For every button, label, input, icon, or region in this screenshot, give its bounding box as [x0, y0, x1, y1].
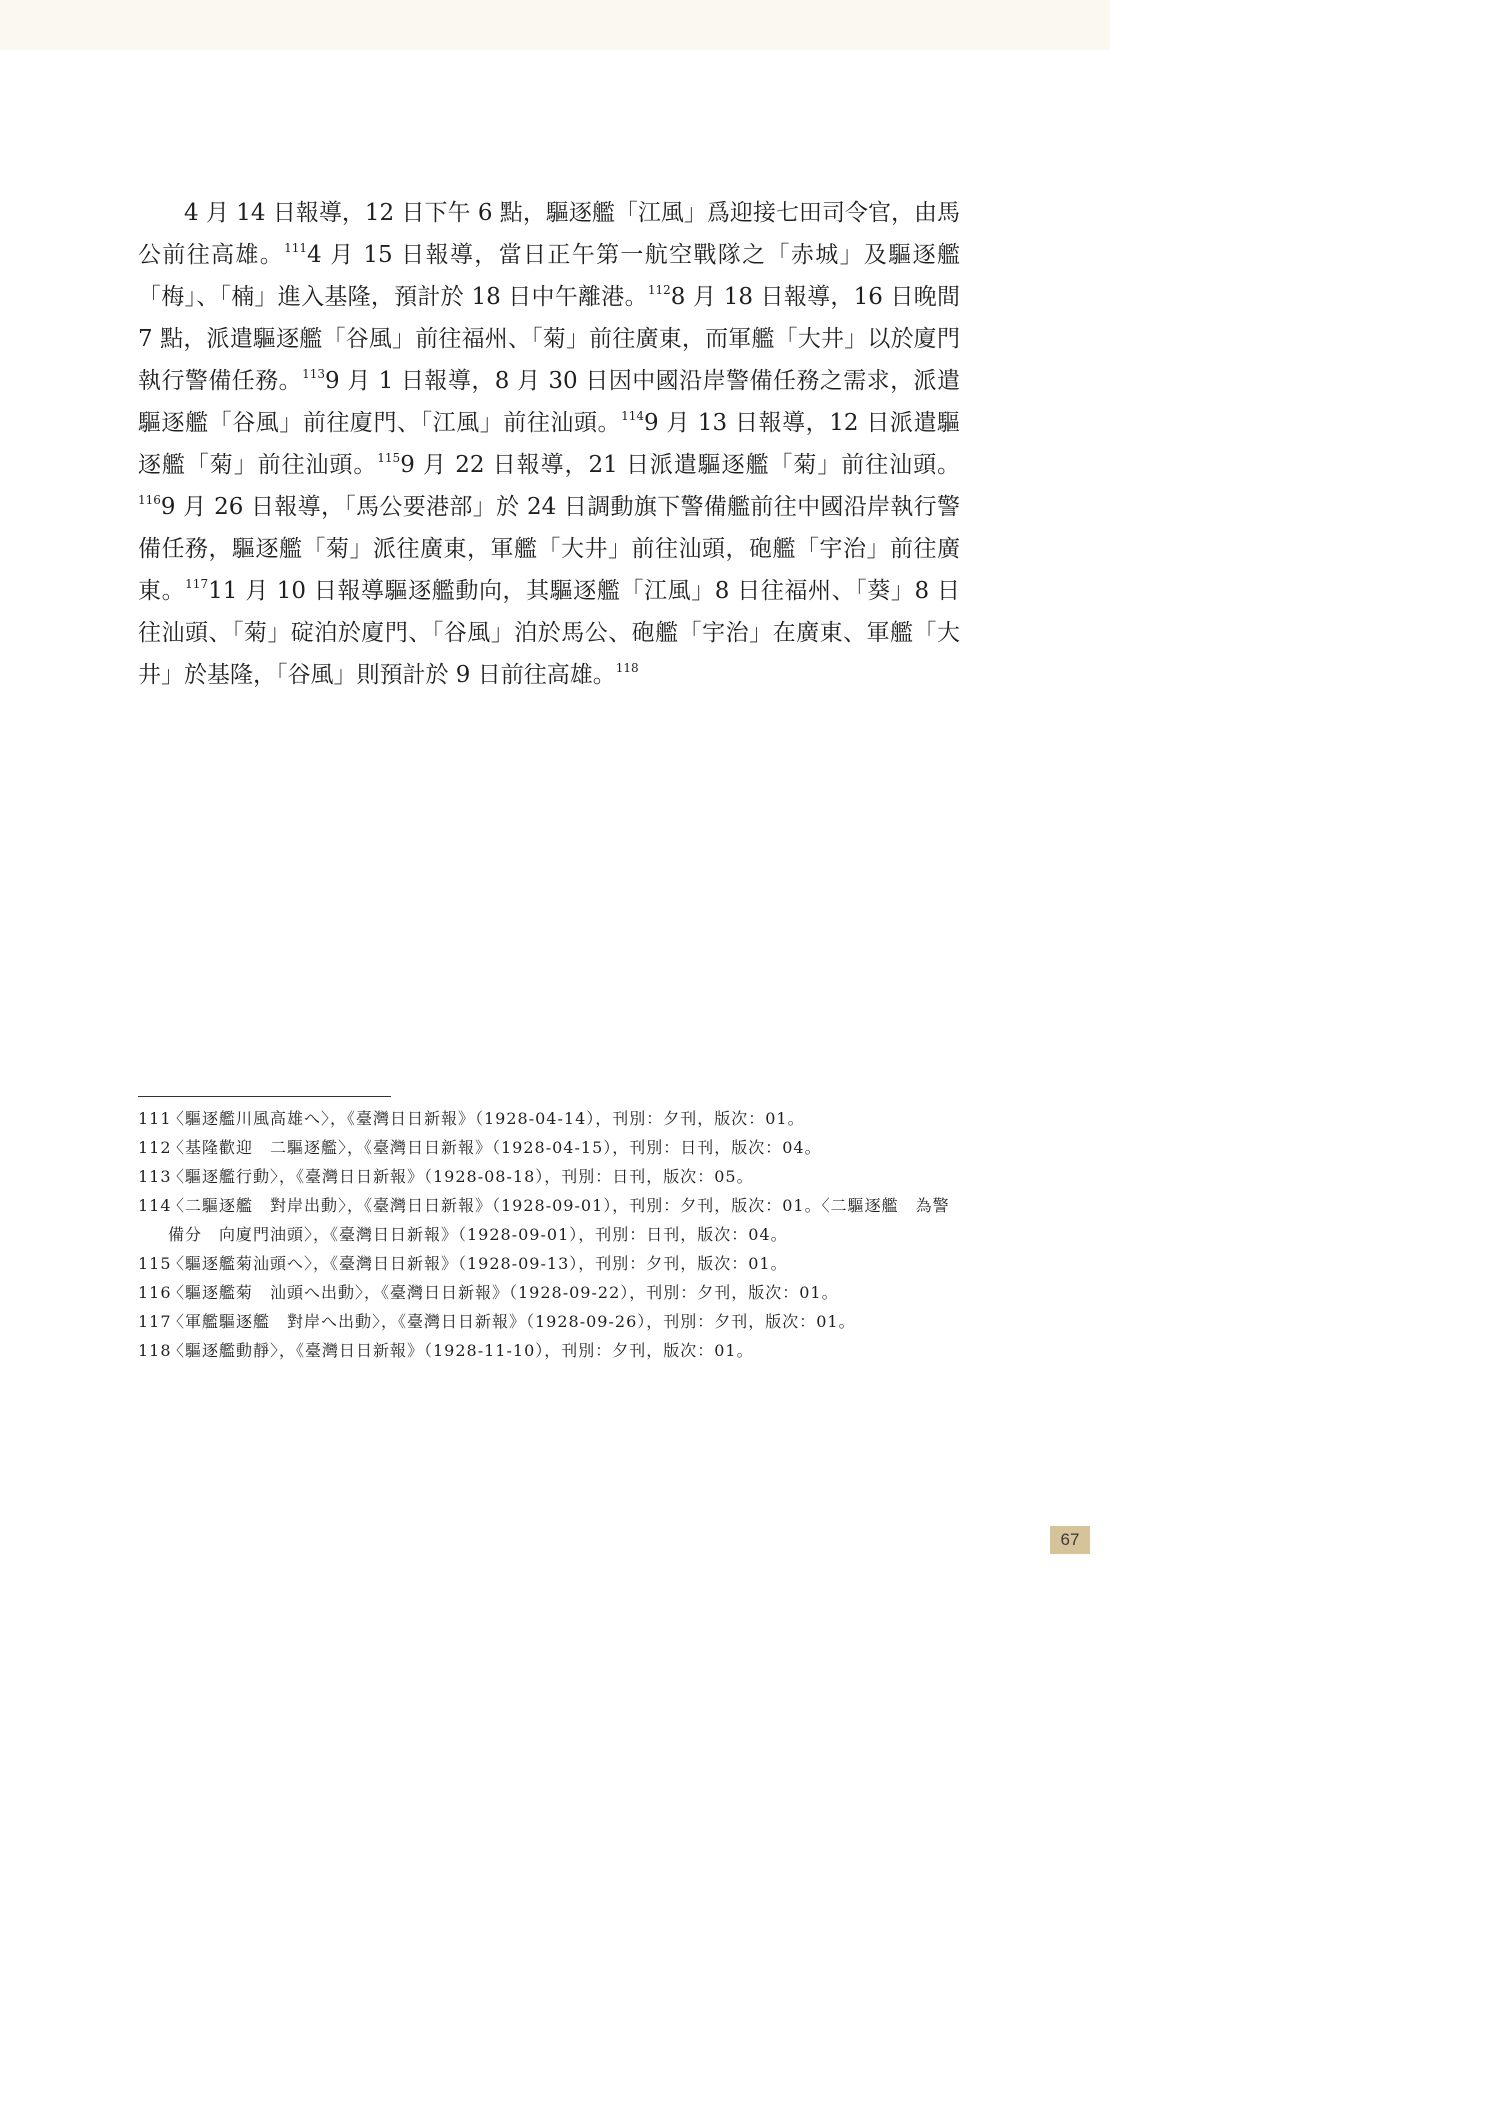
footnote-item	[138, 1162, 960, 1191]
footnote-number: 118	[138, 1341, 172, 1360]
footnote-text: 〈驅逐艦動靜〉，《臺灣日日新報》（1928-11-10），刊別：夕刊，版次：01。	[168, 1341, 754, 1360]
footnote-ref: 111	[284, 241, 308, 255]
footnote-text: 〈驅逐艦菊 汕頭へ出動〉，《臺灣日日新報》（1928-09-22），刊別：夕刊，版次：01。	[168, 1283, 839, 1302]
footnote-ref: 116	[138, 493, 161, 507]
footnote-number: 112	[138, 1138, 172, 1157]
footnote-text: 〈軍艦驅逐艦 對岸へ出動〉，《臺灣日日新報》（1928-09-26），刊別：夕刊，版次：01。	[168, 1312, 856, 1331]
footnote-ref: 113	[302, 367, 326, 381]
body-text-run: 8 月 18 日報導，16 日晚間 7 點，派遣驅逐艦「谷風」前往福州、「菊」前往廣東，而軍艦「大井」以於廈門執行警備任務。	[138, 284, 961, 394]
body-paragraph	[138, 192, 960, 696]
footnote-number: 111	[138, 1109, 172, 1128]
footnote-item	[138, 1249, 960, 1278]
footnote-ref: 112	[647, 283, 671, 297]
footnote-number: 117	[138, 1312, 172, 1331]
footnote-ref: 114	[621, 409, 644, 423]
footnote-item	[138, 1307, 960, 1336]
footnote-number: 116	[138, 1283, 172, 1302]
footnote-list	[138, 1104, 960, 1365]
body-text-run: 11 月 10 日報導驅逐艦動向，其驅逐艦「江風」8 日往福州、「葵」8 日往汕頭、「菊」碇泊於廈門、「谷風」泊於馬公、砲艦「宇治」在廣東、軍艦「大井」於基隆，「谷風」則預計於 9 日前往高雄。	[138, 578, 961, 688]
body-text-run: 9 月 26 日報導，「馬公要港部」於 24 日調動旗下警備艦前往中國沿岸執行警備任務，驅逐艦「菊」派往廣東，軍艦「大井」前往汕頭，砲艦「宇治」前往廣東。	[138, 494, 960, 604]
body-text-run: 4 月 14 日報導，12 日下午 6 點，驅逐艦「江風」爲迎接七田司令官，由馬公前往高雄。	[138, 200, 960, 268]
page-top-band	[0, 0, 1110, 50]
footnote-text: 〈驅逐艦川風高雄へ〉，《臺灣日日新報》（1928-04-14），刊別：夕刊，版次：01。	[168, 1109, 805, 1128]
footnote-number: 114	[138, 1196, 172, 1215]
footnote-separator	[138, 1096, 391, 1097]
footnote-item	[138, 1104, 960, 1133]
body-text-run: 9 月 22 日報導，21 日派遣驅逐艦「菊」前往汕頭。	[400, 452, 960, 478]
footnote-text: 〈二驅逐艦 對岸出動〉，《臺灣日日新報》（1928-09-01），刊別：夕刊，版次：01。〈二驅逐艦 為警備分 向廈門油頭〉，《臺灣日日新報》（1928-09-01），刊別：日刊，版次：04。	[168, 1196, 950, 1244]
footnote-text: 〈基隆歡迎 二驅逐艦〉，《臺灣日日新報》（1928-04-15），刊別：日刊，版次：04。	[168, 1138, 822, 1157]
body-text-run: 9 月 13 日報導，12 日派遣驅逐艦「菊」前往汕頭。	[138, 410, 961, 478]
body-text-run: 4 月 15 日報導，當日正午第一航空戰隊之「赤城」及驅逐艦「梅」、「楠」進入基隆，預計於 18 日中午離港。	[138, 242, 960, 310]
page-number: 67	[1050, 1526, 1090, 1554]
footnote-ref: 117	[185, 577, 209, 591]
footnote-item	[138, 1278, 960, 1307]
footnote-ref: 118	[615, 661, 639, 675]
body-text-run: 9 月 1 日報導，8 月 30 日因中國沿岸警備任務之需求，派遣驅逐艦「谷風」前往廈門、「江風」前往汕頭。	[138, 368, 960, 436]
footnote-item	[138, 1133, 960, 1162]
footnote-item	[138, 1191, 960, 1249]
footnote-number: 115	[138, 1254, 172, 1273]
footnote-item	[138, 1336, 960, 1365]
footnote-text: 〈驅逐艦行動〉，《臺灣日日新報》（1928-08-18），刊別：日刊，版次：05。	[168, 1167, 754, 1186]
footnote-ref: 115	[377, 451, 401, 465]
footnote-text: 〈驅逐艦菊汕頭へ〉，《臺灣日日新報》（1928-09-13），刊別：夕刊，版次：01。	[168, 1254, 788, 1273]
footnote-number: 113	[138, 1167, 172, 1186]
